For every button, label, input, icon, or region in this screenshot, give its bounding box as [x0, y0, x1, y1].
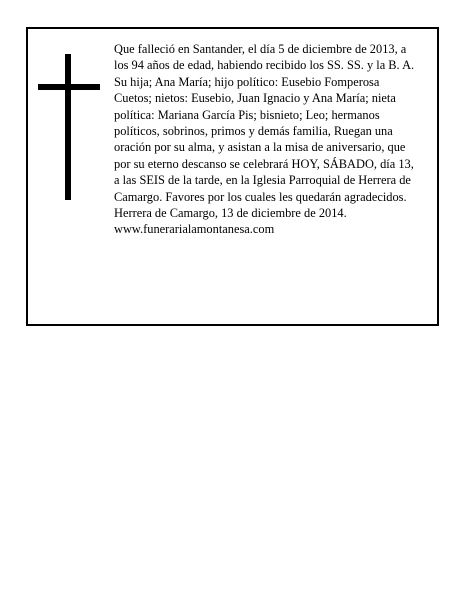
- obituary-text: [114, 41, 420, 238]
- death-announcement: Que falleció en Santander, el día 5 de diciembre de 2013, a los 94 años de edad, habiendo recibido los SS. SS. y la B. A.: [114, 42, 415, 73]
- family-and-mass-details: Su hija; Ana María; hijo político: Eusebio Fomperosa Cuetos; nietos: Eusebio, Juan Ignacio y Ana María; nieta política: Mariana García Pis; bisnieto; Leo; hermanos políticos, sobrinos, primos y demás familia, Ruegan una oración por su alma, y asistan a la misa de aniversario, que por su eterno descanso se celebrará HOY, SÁBADO, día 13, a las SEIS de la tarde, en la Iglesia Parroquial de Herrera de Camargo. Favores por los cuales les quedarán agradecidos.: [114, 74, 414, 204]
- cross-vertical-bar: [65, 54, 71, 200]
- place-and-date: Herrera de Camargo, 13 de diciembre de 2014.: [114, 206, 347, 221]
- obituary-notice: [26, 27, 439, 326]
- latin-cross-icon: [38, 54, 100, 200]
- cross-horizontal-bar: [38, 84, 100, 90]
- funeral-home-website: www.funerarialamontanesa.com: [114, 222, 275, 237]
